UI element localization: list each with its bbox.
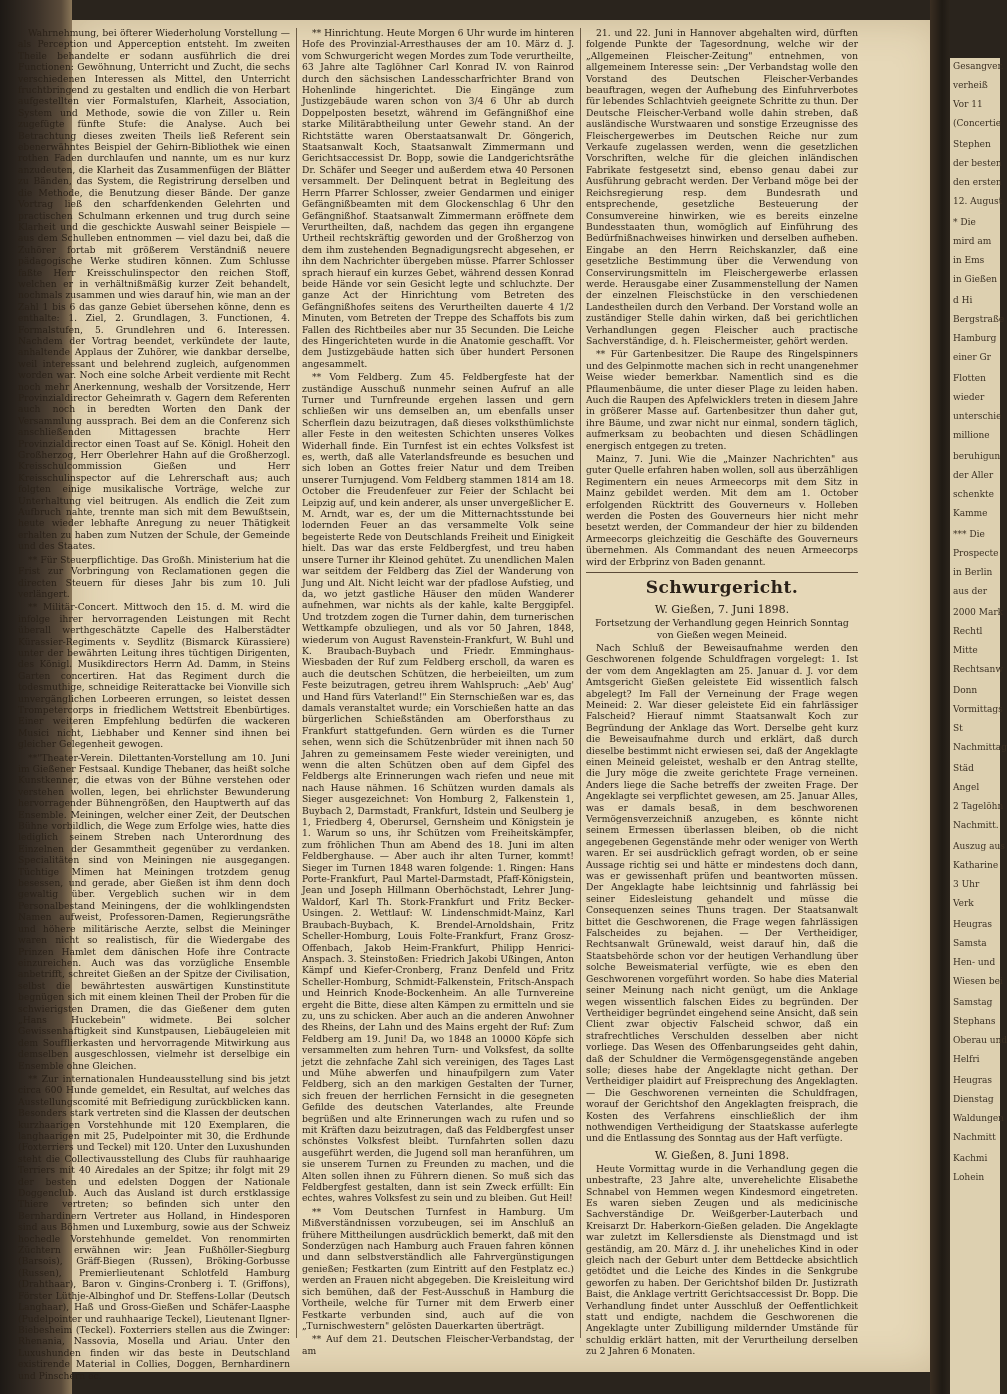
adjacent-page-fragment: Nachmittag [953, 743, 1007, 753]
adjacent-page-fragment: St [953, 724, 963, 734]
adjacent-page-fragment: Hamburg [953, 334, 997, 344]
article-paragraph: ** Vom Deutschen Turnfest in Hamburg. Um Mißverständnissen vorzubeugen, sei im Anschluß an frühere Mittheilungen ausdrücklich bemerkt, daß mit den Sonderzügen nach Hamburg auch Frauen fahren können und dann selbstverständlich alle Fahrvergünstigungen genießen; Festkarten (zum Eintritt auf den Festplatz ec.) werden an Frauen nicht abgegeben. Die Kreisleitung wird sich bemühen, daß der Fest-Ausschuß in Hamburg die Vortheile, welche für Turner mit dem Erwerb einer Festkarte verbunden sind, auch auf die von „Turnischwestern" gelösten Dauerkarten überträgt. [302, 1206, 574, 1332]
column-rule-1 [296, 28, 297, 1338]
adjacent-page-fragment: Rechtl [953, 627, 983, 637]
adjacent-page-fragment: Kamme [953, 509, 988, 519]
adjacent-page-fragment: Prospecte [953, 549, 999, 559]
article-paragraph: ** Für Steuerpflichtige. Das Großh. Ministerium hat die Frist zur Vorbringung von Reclamationen gegen die directen Steuern für dieses Jahr bis zum 10. Juli verlängert. [18, 554, 290, 600]
adjacent-page-fragment: 12. August [953, 197, 1003, 207]
adjacent-page-fragment: (Concertie [953, 119, 1002, 129]
adjacent-page-fragment: in Ems [953, 256, 985, 266]
adjacent-page-fragment: schenkte [953, 490, 994, 500]
article-paragraph: **"Theater-Verein. Dilettanten-Vorstellung am 10. Juni im Gießener Festsaal. Kundige Thebaner, das heißt solche Kunstkenner, die etwas von der Bühne verstehen oder verstehen wollen, legen, bei ehrlichster Bewunderung hervorragender Bühnengrößen, den Hauptwerth auf das Ensemble. Meiningen, welcher einer Zeit, der Deutschen Bühne vorbildlich, die Wege zum Erfolge wies, hatte dies lediglich seinem Streben nach Unterordnung des Einzelnen der Gesammtheit gegenüber zu verdanken. Specialitäten sind von Meiningen nie ausgegangen. Tüchtige Mimen hat Meiningen trotzdem genug besessen, und gerade, aber Gießen ist ihm denn doch gewaltig über. Vergeblich suchen wir in dem Personalbestand Meiningens, der die wohlklingendsten Namen aufweist, Professoren-Damen, Regierungsräthe und höhere militärische Aerzte, selbst die Meininger waren nicht so realistisch, für die Wiedergabe des Prinzen Hamlet dem dänischen Hofe ihre Contracte einzureichen. Auch was das vorzügliche Ensemble anbetrifft, schreitet Gießen an der Spitze der Civilisation, selbst die bewährtesten auswärtigen Kunstinstitute begnügen sich mit einem kleinen Theil der Proben für die schwierigsten Dramen, die das Gießener dem guten „Hans Huckebein" widmete. Bei solcher Gewissenhaftigkeit sind Kunstpausen, Liebäugeleien mit dem Soufflierkasten und hervorragende Mitwirkung aus demselben ausgeschlossen, vielmehr ist derselbige ein Ensemble ohne Gleichen. [18, 752, 290, 1072]
article-paragraph: Nach Schluß der Beweisaufnahme werden den Geschworenen folgende Schuldfragen vorgelegt: 1. Ist der vom dem Angeklagten am 25. Januar d. J. vor dem Amtsgericht Gießen geleistete Eid wissentlich falsch abgelegt? Im Fall der Verneinung der Frage wegen Meineid: 2. War dieser geleistete Eid ein fahrlässiger Falscheid? Hierauf nimmt Staatsanwalt Koch zur Begründung der Anklage das Wort. Derselbe geht kurz die Beweisaufnahme durch und erklärt, daß durch dieselbe bestimmt nicht erwiesen sei, daß der Angeklagte einen Meineid geleistet, weshalb er den Antrag stellte, die Jury möge die zweite gerichtete Frage verneinen. Anders liege die Sache betreffs der zweiten Frage. Der Angeklagte sei verpflichtet gewesen, am 25. Januar Alles, was er damals besaß, in dem beschworenen Vermögensverzeichniß anzugeben, es könnte nicht seinem Ermessen überlassen bleiben, ob die nicht angegebenen Gegenstände mehr oder weniger von Werth waren. Er sei ausdrücklich gefragt worden, ob er seine Aussage richtig sei und hätte er mindestens doch dann, was er gewissenhaft prüfen und beantworten müssen. Der Angeklagte habe leichtsinnig und fahrlässig bei seiner Eidesleistung gehandelt und müsse die Consequenzen seines Thuns tragen. Der Staatsanwalt bittet die Geschworenen, die Frage wegen fahrlässigen Falscheides zu bejahen. — Der Vertheidiger, Rechtsanwalt Grünewald, weist darauf hin, daß die Staatsbehörde schon vor der heutigen Verhandlung über solche Beweismaterial verfügte, wie es eben den Geschworenen vorgeführt worden. So habe dies Material seiner Meinung nach nicht genügt, um die Anklage wegen wissentlich falschen Eides zu begründen. Der Vertheidiger begründet eingehend seine Ansicht, daß sein Client zwar objectiv Falscheid schwor, daß ein strafrechtliches Verschulden desselben aber nicht vorliege. Das Wesen des Offenbarungseides geht dahin, daß der Schuldner die Vermögensgegenstände angeben solle; dieses habe der Angeklagte nicht gethan. Der Vertheidiger plaidirt auf Freisprechung des Angeklagten. — Die Geschworenen verneinten die Schuldfragen, worauf der Gerichtshof den Angeklagten freisprach, die Kosten des Verfahrens einschließlich der ihm nothwendigen Vertheidigung der Staatskasse auferlegte und die Entlassung des Sonntag aus der Haft verfügte. [586, 642, 858, 1145]
article-paragraph: ** Für Gartenbesitzer. Die Raupe des Ringelspinners und des Gelpinmotte machen sich in recht unangenehmer Weise wieder bemerkbar. Namentlich sind es die Pflaumenbäume, die unter dieser Plage zu leiden haben. Auch die Raupen des Apfelwicklers treten in diesem Jahre in größerer Masse auf. Gartenbesitzer thun daher gut, ihre Bäume, und zwar nicht nur einmal, sondern täglich, aufmerksam zu beobachten und diesen Schädlingen energisch entgegen zu treten. [586, 349, 858, 452]
adjacent-page-fragment: Auszug aus [953, 842, 1005, 852]
adjacent-page-fragment: Vor 11 [953, 100, 983, 110]
adjacent-page-fragment: den ersten [953, 178, 1002, 188]
adjacent-page-fragment: wieder [953, 393, 985, 403]
article-paragraph: 21. und 22. Juni in Hannover abgehalten wird, dürften folgende Punkte der Tagesordnung, welche wir der „Allgemeinen Fleischer-Zeitung" entnehmen, von allgemeinem Interesse sein: „Der Verbandstag wolle den Vorstand des Deutschen Fleischer-Verbandes beauftragen, wegen der Aufhebung des Einfuhrverbotes für lebendes Schlachtvieh geeignete Schritte zu thun. Der Deutsche Fleischer-Verband wolle dahin streben, daß ausländische Wurstwaaren und sonstige Erzeugnisse des Fleischergewerbes im Deutschen Reiche nur zum Verkaufe zugelassen werden, wenn die gesetzlichen Vorschriften, welche für die gleichen inländischen Fabrikate festgesetzt sind, ebenso genau dabei zur Ausführung gebracht werden. Der Verband möge bei der Reichsregierung resp. dem Bundesrath und entsprechende, gesetzliche Besteuerung der Consumvereine hinwirken, wie es bereits einzelne Bundesstaaten thun, womöglich auf Einführung des Bedürfnißnachweises hinwirken und derselben aufheben. Eingabe an den Herrn Reichskanzler, daß eine gesetzliche Bestimmung über die Verwendung von Conservirungsmitteln im Fleischergewerbe erlassen werde. Herausgabe einer Zusammenstellung der Namen der einzelnen Fleischstücke in den verschiedenen Landestheilen durch den Verband. Der Vorstand wolle an zuständiger Stelle dahin wirken, daß bei gerichtlichen Verhandlungen gegen Fleischer auch practische Sachverständige, d. h. Fleischermeister, gehört werden. [586, 28, 858, 347]
adjacent-page-fragment: Wiesen bei [953, 977, 1003, 987]
adjacent-page-fragment: Kachmi [953, 1154, 988, 1164]
adjacent-page-fragment: Katharine [953, 861, 999, 871]
adjacent-page-fragment: Rechtsanw [953, 665, 1004, 675]
adjacent-page-fragment: Heugras [953, 1076, 993, 1086]
article-paragraph: Wahrnehmung, bei öfterer Wiederholung Vorstellung — als Perception und Apperception entsteht. Im zweiten Theile behandelte er sodann ausführlich die drei Functionen: Gewöhnung, Unterricht und Zucht, die sechs verschiedenen Interessen als Mittel, den Unterricht fruchtbringend zu gestalten und endlich die von Herbart aufgestellten vier Formalstufen, Klarheit, Association, System und Methode, sowie die von Ziller u. Rein zugefügte fünfte Stufe: die Analyse. Auch bei Betrachtung dieses zweiten Theils ließ Referent sein ebenerwähntes Beispiel der Gehirn-Bibliothek wie einen rothen Faden durchlaufen und nannte, um es nur kurz anzudeuten, die Klarheit das Zusammenfügen der Blätter zu Bänden, das System, die Registrirung derselben und die Methode, die Benutzung dieser Bände. Der ganze Vortrag ließ den scharfdenkenden Gelehrten und practischen Schulmann erkennen und trug durch seine Klarheit und die geschickte Auswahl seiner Beispiele — aus dem Schulleben entnommen — viel dazu bei, daß die Zuhörer fortab mit größerem Verständniß neuere pädagogische Werke studiren können. Zum Schlusse faßte Herr Kreisschulinspector den reichen Stoff, welchen er in verhältnißmäßig kurzer Zeit behandelt, nochmals zusammen und wies darauf hin, wie man an der Zahl 1 bis 6 das ganze Gebiet übersehen könne, denn es enthalte: 1. Ziel, 2. Grundlagen, 3. Functionen, 4. Formalstufen, 5. Grundlehren und 6. Interessen. Nachdem der Vortrag beendet, verkündete der laute, anhaltende Applaus der Zuhörer, wie dankbar derselbe, weil interessant und belehrend zugleich, aufgenommen worden war. Noch eine solche Arbeit verdiente mit Recht noch mehr Anerkennung, weshalb der Vorsitzende, Herr Provinzialdirector Geheimrath v. Gagern dem Referenten auch noch in beredten Worten den Dank der Versammlung aussprach. Bei dem an die Conferenz sich anschließenden Mittagessen brachte Herr Provinzialdirector einen Toast auf Se. Königl. Hoheit den Großherzog, Herr Oberlehrer Hahn auf die Großherzogl. Kreisschulcommission Gießen und Herr Kreisschulinspector auf die Lehrerschaft aus; auch folgten einige musikalische Vorträge, welche zur Unterhaltung viel beitrugen. Als endlich die Zeit zum Aufbruch nahte, trennte man sich mit dem Bewußtsein, heute wieder lebhafte Anregung zu neuer Thätigkeit erhalten zu haben zum Nutzen der Schule, der Gemeinde und des Staates. [18, 28, 290, 553]
adjacent-page-fragment: Stephans [953, 1017, 996, 1027]
article-paragraph: ** Auf dem 21. Deutschen Fleischer-Verbandstag, der am [302, 1334, 574, 1357]
adjacent-page-fragment: Samsta [953, 939, 987, 949]
adjacent-page-fragment: Vormittags [953, 705, 1003, 715]
adjacent-page-fragment: Stephen [953, 140, 991, 150]
adjacent-page-fragments [950, 58, 1007, 1184]
article-paragraph: Mainz, 7. Juni. Wie die „Mainzer Nachrichten" aus guter Quelle erfahren haben wollen, soll aus überzähligen Regimentern ein neues Armeecorps mit dem Sitz in Mainz gebildet werden. Mit dem am 1. October erfolgenden Rücktritt des Gouverneurs v. Holleben werden die Posten des Gouverneurs hier nicht mehr besetzt werden, der Commandeur der hier zu bildenden Armeecorps gleichzeitig die Geschäfte des Gouverneurs übernehmen. Als Commandant des neuen Armeecorps wird der Erbprinz von Baden genannt. [586, 454, 858, 568]
adjacent-page-fragment: 3 Uhr [953, 880, 980, 890]
dateline: W. Gießen, 7. Juni 1898. [654, 603, 790, 617]
adjacent-page-fragment: Heugras [953, 920, 993, 930]
adjacent-page-fragment: in Berlin [953, 568, 993, 578]
adjacent-page-fragment: Waldungen [953, 1114, 1004, 1124]
adjacent-page-fragment: Verk [953, 899, 974, 909]
adjacent-page-fragment: Nachmitt [953, 1133, 996, 1143]
adjacent-page-fragment: der besten [953, 159, 1002, 169]
adjacent-page-fragment: Angel [953, 783, 980, 793]
adjacent-page-fragment: 2000 Mark [953, 608, 1004, 618]
book-spine [930, 0, 950, 1394]
article-paragraph: ** Vom Feldberg. Zum 45. Feldbergfeste hat der zuständige Ausschuß nunmehr seinen Aufruf an alle Turner und Turnfreunde ergehen lassen und gern schließen wir uns demselben an, um ebenfalls unser Scherflein dazu beizutragen, daß dieses volksthümlichste aller Feste in den weitesten Schichten unseres Volkes Widerhall finde. Ein Turnfest ist ein echtes Volksfest ist es, werth, daß alle Vaterlandsfreunde es besuchen und sich loben an Gottes freier Natur und dem Treiben unserer Turnjugend. Vom Feldberg stammen 1814 am 18. October die Freudenfeuer zur Feier der Schlacht bei Leipzig auf, und kein anderer, als unser unvergeßlicher E. M. Arndt, war es, der um die Mitternachtsstunde bei lodernden Feuer an das versammelte Volk seine begeisterte Rede von Deutschlands Freiheit und Einigkeit hielt. Das war das erste Feldbergfest, und treu haben unsere Turner ihr Kleinod gehütet. Zu unendlichen Malen war seitdem der Feldberg das Ziel der Wanderung von Jung und Alt. Nicht leicht war der pfadlose Aufstieg, und da, wo jetzt gastliche Häuser den müden Wanderer aufnehmen, war nichts als der kahle, kalte Berggipfel. Und trotzdem zogen die Turner dahin, dem turnerischen Wettkampfe obzuliegen, und als vor 50 Jahren, 1848, wiederum von August Ravenstein-Frankfurt, W. Buhl und K. Braubach-Buybach und Friedr. Emminghaus-Wiesbaden der Ruf zum Feldberg erscholl, da waren es auch die deutschen Schützen, die herbeieilten, um zum Feste beizutragen, getreu ihrem Wahlspruch: „Aeb' Aug' und Hand fürs Vaterland!" Ein Sternschießen war es, das damals veranstaltet wurde; ein Vorschießen hatte an das bürgerlichen Schießständen am Oberforsthaus zu Frankfurt stattgefunden. Gern würden es die Turner sehen, wenn sich die Schützenbrüder mit ihnen nach 50 Jahren zu gemeinsamem Feste wieder vereinigten, und wenn die alten Schützen oben auf dem Gipfel des Feldbergs alte Erinnerungen wach riefen und neue mit nach Hause nähmen. 16 Schützen wurden damals als Sieger ausgezeichnet: Von Homburg 2, Falkenstein 1, Buybach 2, Darmstadt, Frankfurt, Idstein und Seulberg je 1, Friedberg 4, Oberursel, Gernsheim und Königstein je 1. Warum so uns, ihr Schützen vom Freiheitskämpfer, zum fröhlichen Thun am Abend des 18. Juni im alten Feldberghause. — Aber auch ihr alten Turner, kommt! Sieger im Turnen 1848 waren folgende: 1. Ringen: Hans Porte-Frankfurt, Paul Martel-Darmstadt, Pfaff-Königstein, Jean und Joseph Hillmann Oberhöchstadt, Lehrer Jung-Waldorf, Karl Th. Stork-Frankfurt und Fritz Becker-Usingen. 2. Wettlauf: W. Lindenschmidt-Mainz, Karl Braubach-Buybach, K. Brendel-Arnoldshain, Fritz Scheller-Homburg, Louis Folte-Frankfurt, Franz Grosz-Offenbach, Jakob Heim-Frankfurt, Philipp Henrici-Anspach. 3. Steinstoßen: Friedrich Jakobi Ußingen, Anton Kämpf und Kiefer-Cronberg, Franz Denfeld und Fritz Scheller-Homburg, Schmidt-Falkenstein, Fritsch-Anspach und Heinrich Knode-Bockenheim. An alle Turnvereine ergeht die Bitte, diese alten Kämpen zu ermitteln und sie zu, uns zu schicken. Aber auch an die anderen Anwohner des Rheins, der Lahn und des Mains ergeht der Ruf: Zum Feldberg am 19. Juni! Da, wo 1848 an 10000 Köpfe sich versammelten zum hehren Turn- und Volksfest, da sollte jetzt die zehnfache Zahl sich vereinigen, des Tages Last und Mühe abwerfen und hinaufpilgern zum Vater Feldberg, sich an den markigen Gestalten der Turner, sich freuen der herrlichen Fernsicht in die gesegneten Gefilde des deutschen Vaterlandes, alte Freunde begrüßen und alte Erinnerungen wach zu rufen und so mit Kräften dazu beizutragen, daß das Feldbergfest unser schönstes Volksfest bleibt. Turnfahrten sollen dazu ausgeführt werden, die Jugend soll man heranführen, um sie unserem Turnen zu Freunden zu machen, und die Alten sollen ihnen zu Führern dienen. So muß sich das Feldbergfest gestalten, dann ist sein Zweck erfüllt: Ein echtes, wahres Volksfest zu sein und zu bleiben. Gut Heil! [302, 372, 574, 1205]
adjacent-page-fragment: millione [953, 431, 990, 441]
adjacent-page-fragment: Mitte [953, 646, 978, 656]
adjacent-page-fragment: Lohein [953, 1173, 985, 1183]
adjacent-page-fragment: d Hi [953, 296, 973, 306]
adjacent-page-fragment: mird am [953, 237, 992, 247]
adjacent-page-fragment: beruhigun [953, 452, 1001, 462]
section-divider [586, 572, 858, 573]
adjacent-page-fragment: Nachmitt. [953, 821, 999, 831]
adjacent-page-fragment: Helfri [953, 1055, 980, 1065]
column-3 [586, 28, 858, 1358]
adjacent-page-fragment: der Aller [953, 471, 994, 481]
article-paragraph: ** Zur internationalen Hundeausstellung sind bis jetzt circa 600 Hunde gemeldet, ein Resultat, auf welches das Ausstellungscomité mit Befriedigung zurückblicken kann. Besonders stark vertreten sind die Klassen der deutschen kurzhaarigen Vorstehhunde mit 120 Exemplaren, die langhaarigen mit 25, Pudelpointer mit 30, die Erdhunde (Foxterriers und Teckel) mit 120. Unter den Luxushunden steht die Collectivausstellung des Clubs für rauhhaarige Terriers mit 40 Airedales an der Spitze; ihr folgt mit 29 der besten und edelsten Doggen der Nationale Doggenclub. Auch das Ausland ist durch erstklassige Thiere vertreten; so befinden sich unter den Bernhardinern Vertreter aus Holland, in Hindesporen sind aus Böhmen und Luxemburg, sowie aus der Schweiz hochedle Vorstehhunde gemeldet. Von renommirten Züchtern erwähnen wir: Jean Fußhöller-Siegburg (Barsois), Gräff-Biegen (Russen), Bröking-Gorbusse (Russen), Premierlieutenant Schlotfeld Hamburg (Drahthaar), Baron v. Gingins-Cronberg i. T. (Griffons), Förster Lüthje-Albinghof und Dr. Steffens-Lollar (Deutsch Langhaar), Haß und Gross-Gießen und Schäfer-Laasphe (Pudelpointer und rauhhaarige Teckel), Lieutenant Ilgner-Biebesheim (Teckel). Foxterriers stellen aus die Zwinger: Rhenania, Nassovia, Mosella und Ariau. Unter den Luxushunden finden wir das beste in Deutschland existirende Material in Collies, Doggen, Bernhardinern und Pinschern ec. [18, 1073, 290, 1382]
adjacent-page-fragment: Städ [953, 764, 974, 774]
case-subheading: Fortsetzung der Verhandlung gegen Heinrich Sonntag von Gießen wegen Meineid. [595, 618, 849, 641]
adjacent-page-fragment: Donn [953, 686, 978, 696]
adjacent-page-fragment: Samstag [953, 998, 993, 1008]
adjacent-page-fragment: Flotten [953, 374, 986, 384]
adjacent-page-fragment: * Die [953, 218, 976, 228]
adjacent-page-fragment: 2 Tagelöhn [953, 802, 1004, 812]
article-paragraph: Heute Vormittag wurde in die Verhandlung gegen die unbestrafte, 23 Jahre alte, unverehelichte Elisabethe Schnabel von Hemmen wegen Kindesmord eingetreten. Es waren sieben Zeugen und als medicinische Sachverständige Dr. Weißgerber-Lauterbach und Kreisarzt Dr. Haberkorn-Gießen geladen. Die Angeklagte war zuletzt im Kellersdienste als Dienstmagd und ist geständig, am 20. März d. J. ihr uneheliches Kind in oder gleich nach der Geburt unter dem Bettdecke absichtlich getödtet und die Leiche des Kindes in die Senkgrube geworfen zu haben. Der Gerichtshof bilden Dr. Justizrath Baist, die Anklage vertritt Gerichtsaccessist Dr. Bopp. Die Verhandlung findet unter Ausschluß der Oeffentlichkeit statt und endigte, nachdem die Geschworenen die Angeklagte unter Zubilligung mildernder Umstände für schuldig erklärt hatten, mit der Verurtheilung derselben zu 2 Jahren 6 Monaten. [586, 1163, 858, 1358]
adjacent-page-edge [950, 58, 1007, 1394]
adjacent-page-fragment: Gesangver. [953, 62, 1004, 72]
adjacent-page-fragment: Dienstag [953, 1095, 994, 1105]
dateline: W. Gießen, 8. Juni 1898. [654, 1148, 790, 1162]
adjacent-page-fragment: unterschie [953, 412, 1002, 422]
adjacent-page-fragment: in Gießen [953, 275, 998, 285]
adjacent-page-fragment: einer Gr [953, 353, 991, 363]
adjacent-page-fragment: verheiß [953, 81, 988, 91]
section-heading: Schwurgericht. [645, 578, 799, 599]
article-paragraph: ** Hinrichtung. Heute Morgen 6 Uhr wurde im hinteren Hofe des Provinzial-Arresthauses der am 10. März d. J. vom Schwurgericht wegen Mordes zum Tode verurtheilte, 63 Jahre alte Taglöhner Carl Konrad IV. von Rainrod durch den sächsischen Landesscharfrichter Brand von Hohenlinde hingerichtet. Die Eingänge zum Justizgebäude waren schon von 3/4 6 Uhr ab durch Doppelposten besetzt, während im Gefängnißhof eine starke Militärabtheilung unter Gewehr stand. An der Richtstätte waren Oberstaatsanwalt Dr. Göngerich, Staatsanwalt Koch, Staatsanwalt Zimmermann und Gerichtsaccessist Dr. Bopp, sowie die Landgerichtsräthe Dr. Schäfer und Seeger und außerdem etwa 40 Personen versammelt. Der Delinquent betrat in Begleitung des Herrn Pfarrer Schlosser, zweier Gendarmen und einiger Gefängnißbeamten mit dem Glockenschlag 6 Uhr den Gefängnißhof. Staatsanwalt Zimmermann eröffnete dem Verurtheilten, daß, nachdem das gegen ihn ergangene Urtheil rechtskräftig geworden und der Großherzog von dem ihm zustehenden Begnadigungsrecht abgesehen, er ihn dem Nachrichter übergeben müsse. Pfarrer Schlosser sprach hierauf ein kurzes Gebet, während dessen Konrad beide Hände vor sein Gesicht legte und schluchzte. Der ganze Act der Hinrichtung vom Betreten des Gefängnißhofes seitens des Verurtheilten dauerte 4 1/2 Minuten, vom Betreten der Treppe des Schaffots bis zum Fallen des Richtbeiles aber nur 35 Secunden. Die Leiche des Hingerichteten wurde in die Anatomie geschafft. Vor dem Justizgebäude hatten sich über hundert Personen angesammelt. [302, 28, 574, 370]
column-1 [18, 28, 290, 1382]
column-2 [302, 28, 574, 1357]
article-paragraph: ** Militär-Concert. Mittwoch den 15. d. M. wird die infolge ihrer hervorragenden Leistungen mit Recht überall werthgeschätzte Capelle des Halberstädter Kürassier-Regiments v. Seydlitz (Bismarck Kürassiere) unter der bewährten Leitung ihres tüchtigen Dirigenten, des Königl. Musikdirectors Herrn Ad. Damm, in Steins Garten concertiren. Hat das Regiment durch die todesmuthige, schneidige Reiterattacke bei Vionville sich unvergänglichen Lorbeeren errungen, so leistet dessen Trompetercorps in friedlichem Wettstreit Ebenbürtiges. Einer weiteren Empfehlung bedürfen die wackeren Musici nicht, Liebhaber und Kenner sind ihnen bei gleicher Gelegenheit gewogen. [18, 602, 290, 751]
adjacent-page-fragment: Oberau und [953, 1036, 1007, 1046]
adjacent-page-fragment: Bergstraße [953, 315, 1005, 325]
column-rule-2 [580, 28, 581, 1338]
adjacent-page-fragment: Hen- und [953, 958, 996, 968]
adjacent-page-fragment: aus der [953, 587, 988, 597]
adjacent-page-fragment: *** Die [953, 530, 985, 540]
